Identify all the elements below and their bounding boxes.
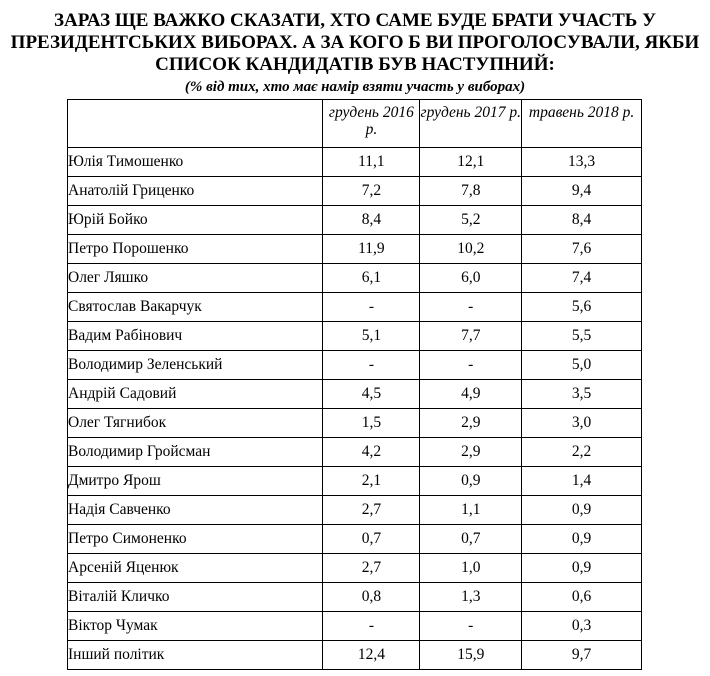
value-dec-2016: 0,7 — [323, 525, 420, 554]
table-row — [68, 322, 642, 351]
value-dec-2016: - — [323, 351, 420, 380]
value-may-2018: 3,5 — [522, 380, 642, 409]
value-dec-2016: 7,2 — [323, 177, 420, 206]
table-row — [68, 525, 642, 554]
value-may-2018: 0,9 — [522, 525, 642, 554]
table-row — [68, 264, 642, 293]
candidate-name: Надія Савченко — [68, 496, 323, 525]
candidate-name: Андрій Садовий — [68, 380, 323, 409]
poll-results-table — [67, 99, 642, 670]
value-dec-2017: 0,7 — [420, 525, 522, 554]
value-dec-2017: - — [420, 351, 522, 380]
value-dec-2017: 6,0 — [420, 264, 522, 293]
candidate-name: Петро Порошенко — [68, 235, 323, 264]
value-may-2018: 9,7 — [522, 641, 642, 670]
value-dec-2017: 0,9 — [420, 467, 522, 496]
value-dec-2016: - — [323, 293, 420, 322]
table-row — [68, 235, 642, 264]
value-may-2018: 13,3 — [522, 148, 642, 177]
value-dec-2017: 1,3 — [420, 583, 522, 612]
table-row — [68, 496, 642, 525]
value-may-2018: 1,4 — [522, 467, 642, 496]
candidate-name: Анатолій Гриценко — [68, 177, 323, 206]
candidate-name: Юрій Бойко — [68, 206, 323, 235]
value-dec-2017: 10,2 — [420, 235, 522, 264]
value-dec-2016: 11,1 — [323, 148, 420, 177]
header-candidate — [68, 100, 323, 148]
value-dec-2017: 1,1 — [420, 496, 522, 525]
value-dec-2017: 7,7 — [420, 322, 522, 351]
value-dec-2016: 11,9 — [323, 235, 420, 264]
candidate-name: Віталій Кличко — [68, 583, 323, 612]
table-row — [68, 438, 642, 467]
title-line-3: СПИСОК КАНДИДАТІВ БУВ НАСТУПНИЙ: — [155, 54, 555, 75]
value-may-2018: 0,3 — [522, 612, 642, 641]
value-dec-2016: 2,7 — [323, 554, 420, 583]
value-may-2018: 0,9 — [522, 496, 642, 525]
value-dec-2017: 4,9 — [420, 380, 522, 409]
table-body — [68, 148, 642, 670]
subtitle: (% від тих, хто має намір взяти участь у виборах) — [184, 79, 526, 95]
value-dec-2016: 4,2 — [323, 438, 420, 467]
table-row — [68, 554, 642, 583]
value-may-2018: 5,0 — [522, 351, 642, 380]
candidate-name: Інший політик — [68, 641, 323, 670]
table-row — [68, 641, 642, 670]
value-dec-2017: 12,1 — [420, 148, 522, 177]
candidate-name: Святослав Вакарчук — [68, 293, 323, 322]
value-may-2018: 5,5 — [522, 322, 642, 351]
value-may-2018: 9,4 — [522, 177, 642, 206]
value-may-2018: 7,4 — [522, 264, 642, 293]
candidate-name: Олег Ляшко — [68, 264, 323, 293]
value-dec-2016: 2,1 — [323, 467, 420, 496]
title-line-1: ЗАРАЗ ЩЕ ВАЖКО СКАЗАТИ, ХТО САМЕ БУДЕ БРАТИ УЧАСТЬ У — [53, 10, 657, 31]
header-may-2018: травень 2018 р. — [522, 100, 642, 148]
table-row — [68, 409, 642, 438]
candidate-name: Віктор Чумак — [68, 612, 323, 641]
value-dec-2016: 8,4 — [323, 206, 420, 235]
value-dec-2016: 6,1 — [323, 264, 420, 293]
table-row — [68, 612, 642, 641]
value-dec-2017: 5,2 — [420, 206, 522, 235]
table-row — [68, 206, 642, 235]
value-dec-2017: 7,8 — [420, 177, 522, 206]
value-dec-2016: 12,4 — [323, 641, 420, 670]
table-row — [68, 351, 642, 380]
value-may-2018: 5,6 — [522, 293, 642, 322]
candidate-name: Олег Тягнибок — [68, 409, 323, 438]
value-dec-2017: - — [420, 293, 522, 322]
header-dec-2016: грудень 2016 р. — [323, 100, 420, 148]
table-row — [68, 380, 642, 409]
table-row — [68, 177, 642, 206]
value-dec-2017: 2,9 — [420, 438, 522, 467]
candidate-name: Арсеній Яценюк — [68, 554, 323, 583]
value-dec-2016: 2,7 — [323, 496, 420, 525]
table-row — [68, 583, 642, 612]
header-dec-2017: грудень 2017 р. — [420, 100, 522, 148]
value-dec-2016: 0,8 — [323, 583, 420, 612]
value-dec-2017: 1,0 — [420, 554, 522, 583]
table-header-row — [68, 100, 642, 148]
value-may-2018: 8,4 — [522, 206, 642, 235]
table-row — [68, 467, 642, 496]
candidate-name: Володимир Гройсман — [68, 438, 323, 467]
table-row — [68, 148, 642, 177]
table-row — [68, 293, 642, 322]
value-dec-2017: - — [420, 612, 522, 641]
value-dec-2017: 2,9 — [420, 409, 522, 438]
candidate-name: Дмитро Ярош — [68, 467, 323, 496]
value-may-2018: 3,0 — [522, 409, 642, 438]
value-may-2018: 7,6 — [522, 235, 642, 264]
value-dec-2016: 1,5 — [323, 409, 420, 438]
candidate-name: Вадим Рабінович — [68, 322, 323, 351]
value-dec-2016: - — [323, 612, 420, 641]
value-dec-2017: 15,9 — [420, 641, 522, 670]
title-line-2: ПРЕЗИДЕНТСЬКИХ ВИБОРАХ. А ЗА КОГО Б ВИ ПРОГОЛОСУВАЛИ, ЯКБИ — [10, 32, 700, 53]
value-dec-2016: 4,5 — [323, 380, 420, 409]
document-title — [0, 10, 710, 76]
candidate-name: Володимир Зеленський — [68, 351, 323, 380]
value-may-2018: 2,2 — [522, 438, 642, 467]
value-dec-2016: 5,1 — [323, 322, 420, 351]
candidate-name: Петро Симоненко — [68, 525, 323, 554]
value-may-2018: 0,6 — [522, 583, 642, 612]
value-may-2018: 0,9 — [522, 554, 642, 583]
candidate-name: Юлія Тимошенко — [68, 148, 323, 177]
